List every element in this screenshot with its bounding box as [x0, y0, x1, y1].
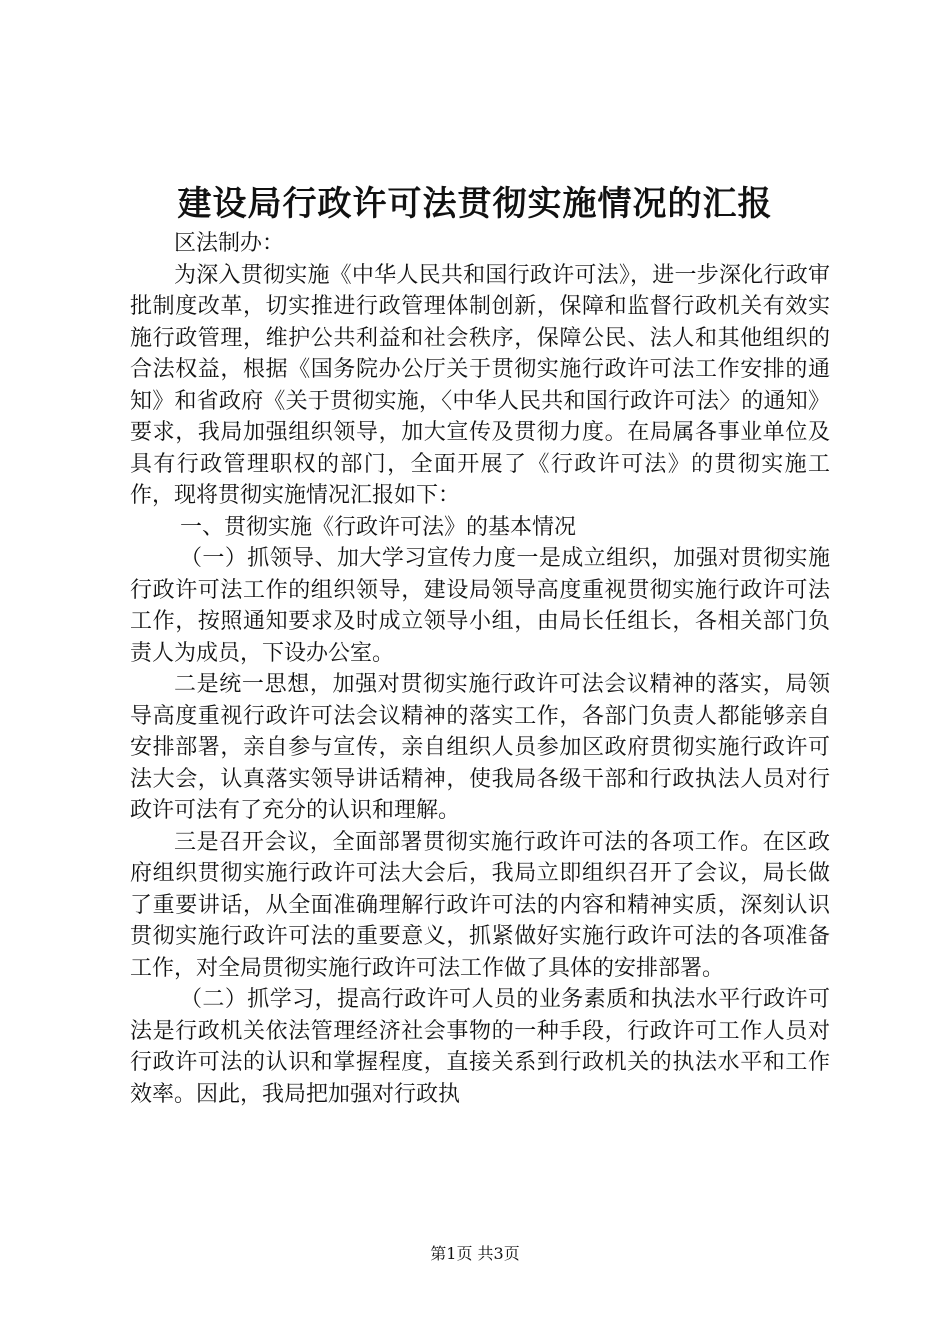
paragraph-hold-meeting: 三是召开会议，全面部署贯彻实施行政许可法的各项工作。在区政府组织贯彻实施行政许可法大会后，我局立即组织召开了会议，局长做了重要讲话，从全面准确理解行政许可法的内容和精神实质，深刻认识贯彻实施行政许可法的重要意义，抓紧做好实施行政许可法的各项准备工作，对全局贯彻实施行政许可法工作做了具体的安排部署。	[130, 829, 830, 981]
intro-paragraph: 为深入贯彻实施《中华人民共和国行政许可法》，进一步深化行政审批制度改革，切实推进行政管理体制创新，保障和监督行政机关有效实施行政管理，维护公共利益和社会秩序，保障公民、法人和其他组织的合法权益，根据《国务院办公厅关于贯彻实施行政许可法工作安排的通知》和省政府《关于贯彻实施，〈中华人民共和国行政许可法〉的通知》要求，我局加强组织领导，加大宣传及贯彻力度。在局属各事业单位及具有行政管理职权的部门，全面开展了《行政许可法》的贯彻实施工作，现将贯彻实施情况汇报如下：	[130, 262, 830, 508]
paragraph-leadership: （一）抓领导、加大学习宣传力度一是成立组织，加强对贯彻实施行政许可法工作的组织领导，建设局领导高度重视贯彻实施行政许可法工作，按照通知要求及时成立领导小组，由局长任组长，各相关部门负责人为成员，下设办公室。	[130, 546, 830, 666]
page-number: 第1页 共3页	[430, 1244, 520, 1263]
section-heading: 一、贯彻实施《行政许可法》的基本情况	[180, 514, 577, 540]
document-title: 建设局行政许可法贯彻实施情况的汇报	[177, 184, 773, 224]
salutation: 区法制办：	[174, 231, 285, 256]
paragraph-study: （二）抓学习，提高行政许可人员的业务素质和执法水平行政许可法是行政机关依法管理经济社会事物的一种手段，行政许可工作人员对行政许可法的认识和掌握程度，直接关系到行政机关的执法水平和工作效率。因此，我局把加强对行政执	[130, 987, 830, 1107]
paragraph-unify-thought: 二是统一思想，加强对贯彻实施行政许可法会议精神的落实，局领导高度重视行政许可法会议精神的落实工作，各部门负责人都能够亲自安排部署，亲自参与宣传，亲自组织人员参加区政府贯彻实施行政许可法大会，认真落实领导讲话精神，使我局各级干部和行政执法人员对行政许可法有了充分的认识和理解。	[130, 672, 830, 823]
document-body	[130, 228, 830, 1110]
